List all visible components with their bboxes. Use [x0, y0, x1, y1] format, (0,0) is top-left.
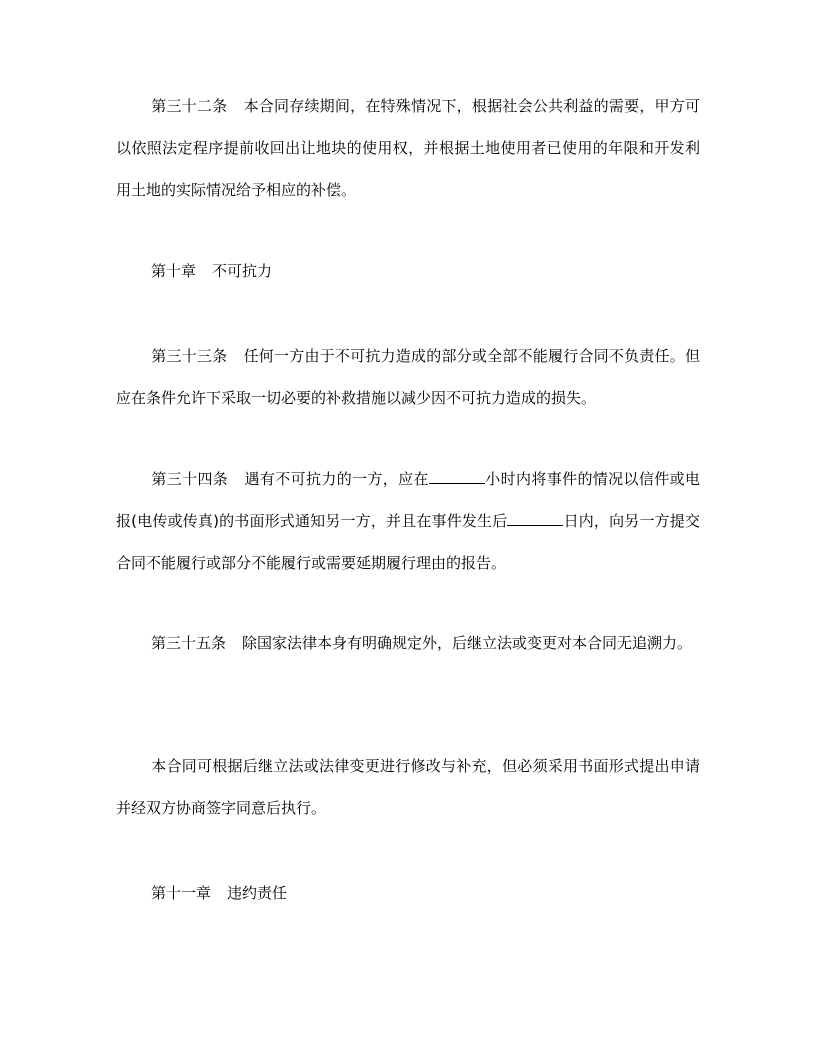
article-33-title: 第三十三条 — [151, 347, 228, 365]
amendment-paragraph — [116, 745, 700, 829]
article-32 — [116, 85, 700, 211]
article-32-title: 第三十二条 — [151, 97, 228, 115]
chapter-11-name: 违约责任 — [227, 884, 288, 902]
chapter-10-heading — [116, 250, 700, 292]
article-34-text-a: 遇有不可抗力的一方，应在 — [244, 470, 429, 488]
days-blank — [507, 511, 563, 526]
article-35 — [116, 622, 700, 664]
article-32-text: 本合同存续期间，在特殊情况下，根据社会公共利益的需要，甲方可以依照法定程序提前收回出让地块的使用权，并根据土地使用者已使用的年限和开发利用土地的实际情况给予相应的补偿。 — [116, 97, 700, 199]
article-35-title: 第三十五条 — [151, 634, 227, 652]
article-33-text: 任何一方由于不可抗力造成的部分或全部不能履行合同不负责任。但应在条件允许下采取一切必要的补救措施以减少因不可抗力造成的损失。 — [116, 347, 700, 407]
article-34-text-c: 日内，向另一方提交合同不能履行或部分不能履行或需要延期履行理由的报告。 — [116, 512, 700, 572]
hours-blank — [429, 469, 485, 484]
chapter-11-title: 第十一章 — [151, 884, 212, 902]
article-34-text-b: 小时内将事件的情况以信件或电报(电传或传真)的书面形式通知另一方，并且在事件发生后 — [116, 470, 700, 530]
article-35-text: 除国家法律本身有明确规定外，后继立法或变更对本合同无追溯力。 — [242, 634, 693, 652]
article-33 — [116, 335, 700, 419]
amendment-text: 本合同可根据后继立法或法律变更进行修改与补充，但必须采用书面形式提出申请并经双方协商签字同意后执行。 — [116, 757, 700, 817]
article-34-title: 第三十四条 — [151, 470, 229, 488]
chapter-10-title: 第十章 — [151, 262, 197, 280]
chapter-11-heading — [116, 872, 700, 914]
article-34 — [116, 458, 700, 584]
chapter-10-name: 不可抗力 — [212, 262, 273, 280]
